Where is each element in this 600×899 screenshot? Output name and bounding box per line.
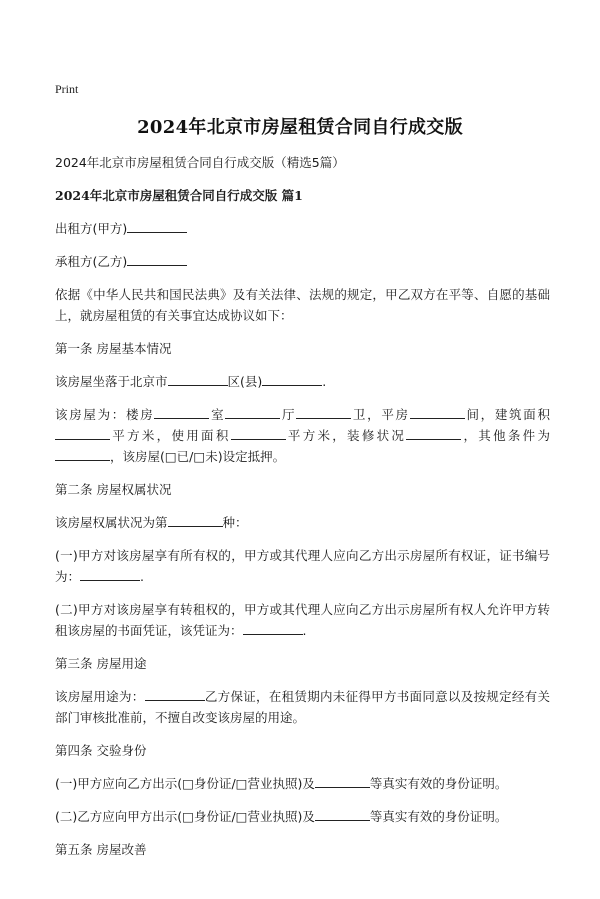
identity-item2-text-b: 等真实有效的身份证明。 bbox=[369, 809, 508, 824]
article2-heading: 第二条 房屋权属状况 bbox=[55, 482, 172, 497]
layout-text-b: 室 bbox=[209, 407, 226, 422]
layout-text-e: 间，建筑面积 bbox=[464, 407, 550, 422]
article3-text bbox=[55, 686, 550, 728]
halls-blank bbox=[225, 404, 280, 419]
article4-item2 bbox=[55, 806, 550, 827]
layout-text-g: 平方米，装修状况 bbox=[285, 428, 407, 443]
ownership-item2-text: (二)甲方对该房屋享有转租权的，甲方或其代理人应向乙方出示房屋所有权人允许甲方转租该房屋的书面凭证，该凭证为： bbox=[55, 602, 550, 638]
sublease-voucher-blank bbox=[243, 620, 303, 635]
article1-location bbox=[55, 371, 550, 392]
ownership-item1-end: . bbox=[140, 569, 144, 584]
lessee-blank bbox=[127, 251, 187, 266]
article2-item2 bbox=[55, 599, 550, 641]
print-label: Print bbox=[55, 82, 79, 96]
identity-item1-text-a: (一)甲方应向乙方出示(□身份证/□营业执照)及 bbox=[55, 776, 315, 791]
building-area-blank bbox=[55, 425, 110, 440]
article1-layout bbox=[55, 404, 550, 467]
layout-text-i: ，该房屋(□已/□未)设定抵押。 bbox=[110, 449, 286, 464]
ownership-item2-end: . bbox=[302, 623, 307, 638]
ownership-type-text-a: 该房屋权属状况为第 bbox=[55, 515, 168, 530]
lessor-blank bbox=[127, 218, 187, 233]
layout-text-h: ，其他条件为 bbox=[461, 428, 550, 443]
layout-text-c: 厅 bbox=[280, 407, 297, 422]
usable-area-blank bbox=[231, 425, 286, 440]
lessee-line bbox=[55, 251, 550, 272]
layout-text-a: 该房屋为：楼房 bbox=[55, 407, 155, 422]
article4-heading: 第四条 交验身份 bbox=[55, 743, 147, 758]
ownership-type-blank bbox=[168, 512, 223, 527]
article2-type bbox=[55, 512, 550, 533]
location-text-b: 区(县) bbox=[227, 374, 263, 389]
lessor-line bbox=[55, 218, 550, 239]
layout-text-d: 卫，平房 bbox=[351, 407, 410, 422]
lessor-label: 出租方(甲方) bbox=[55, 221, 128, 236]
article1-heading: 第一条 房屋基本情况 bbox=[55, 341, 172, 356]
location-text-c: . bbox=[322, 374, 327, 389]
usage-text-b: 乙方保证，在租赁期内未征得甲方书面同意以及按规定经有关部门审核批准前，不擅自改变该房屋的用途。 bbox=[55, 689, 550, 725]
section-heading: 2024年北京市房屋租赁合同自行成交版 篇1 bbox=[55, 188, 303, 203]
decoration-blank bbox=[406, 425, 461, 440]
location-district-blank bbox=[262, 371, 322, 386]
preamble: 依据《中华人民共和国民法典》及有关法律、法规的规定，甲乙双方在平等、自愿的基础上，就房屋租赁的有关事宜达成协议如下： bbox=[55, 287, 550, 323]
article4-item1 bbox=[55, 773, 550, 794]
rooms-blank bbox=[154, 404, 209, 419]
certificate-number-blank bbox=[80, 566, 140, 581]
baths-blank bbox=[296, 404, 351, 419]
document-body bbox=[55, 152, 550, 872]
lessee-label: 承租方(乙方) bbox=[55, 254, 128, 269]
identity-item2-text-a: (二)乙方应向甲方出示(□身份证/□营业执照)及 bbox=[55, 809, 315, 824]
subtitle-line: 2024年北京市房屋租赁合同自行成交版（精选5篇） bbox=[55, 155, 345, 170]
bungalow-rooms-blank bbox=[410, 404, 465, 419]
other-conditions-blank bbox=[55, 446, 110, 461]
lessee-id-blank bbox=[315, 806, 370, 821]
article3-heading: 第三条 房屋用途 bbox=[55, 656, 147, 671]
ownership-type-text-b: 种： bbox=[222, 515, 248, 530]
usage-text-a: 该房屋用途为： bbox=[55, 689, 145, 704]
layout-text-f: 平方米，使用面积 bbox=[110, 428, 231, 443]
article2-item1 bbox=[55, 545, 550, 587]
identity-item1-text-b: 等真实有效的身份证明。 bbox=[369, 776, 508, 791]
ownership-item1-text: (一)甲方对该房屋享有所有权的，甲方或其代理人应向乙方出示房屋所有权证，证书编号为： bbox=[55, 548, 550, 584]
usage-blank bbox=[145, 686, 205, 701]
document-title: 2024年北京市房屋租赁合同自行成交版 bbox=[137, 117, 463, 138]
location-text-a: 该房屋坐落于北京市 bbox=[55, 374, 168, 389]
lessor-id-blank bbox=[315, 773, 370, 788]
article5-heading: 第五条 房屋改善 bbox=[55, 842, 147, 857]
location-city-blank bbox=[168, 371, 228, 386]
